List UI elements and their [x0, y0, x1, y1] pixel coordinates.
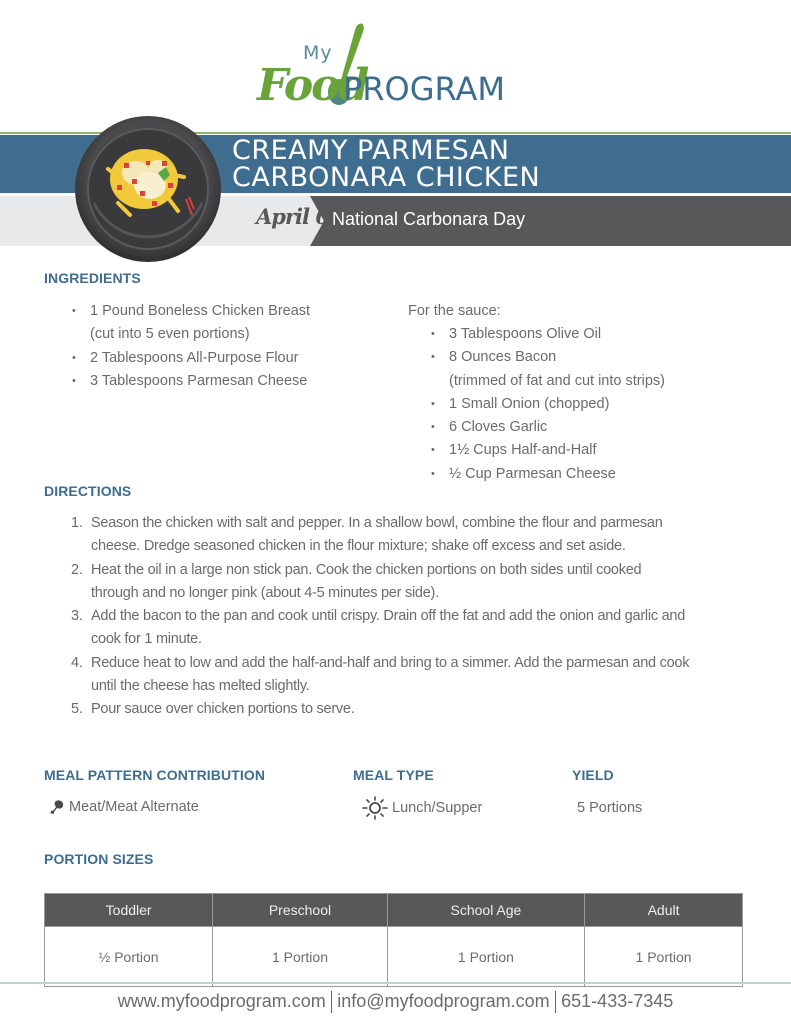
- ingredient-text: ½ Cup Parmesan Cheese: [449, 465, 616, 482]
- footer-contact: [0, 991, 791, 1013]
- portion-preschool: 1 Portion: [213, 927, 387, 987]
- step-number: 1.: [71, 515, 83, 531]
- footer-separator: [555, 991, 557, 1013]
- column-header-toddler: Toddler: [45, 894, 213, 927]
- step-number: 4.: [71, 654, 83, 671]
- step-text: Heat the oil in a large non stick pan. Cook the chicken portions on both sides until cooked: [91, 561, 642, 578]
- portion-sizes-heading: PORTION SIZES: [44, 851, 154, 867]
- step-text: until the cheese has melted slightly.: [91, 678, 310, 695]
- direction-step: [71, 605, 761, 652]
- ingredients-sauce-list: [431, 323, 771, 486]
- directions-heading: DIRECTIONS: [44, 483, 132, 499]
- meal-type-value-row: [361, 796, 482, 820]
- meal-type-heading: MEAL TYPE: [353, 767, 434, 783]
- logo-my: My: [303, 42, 333, 64]
- drumstick-icon: [50, 799, 66, 815]
- ingredient-item: [431, 346, 771, 393]
- ingredient-item: [72, 370, 392, 393]
- meal-pattern-heading: MEAL PATTERN CONTRIBUTION: [44, 767, 266, 783]
- directions-list: [71, 512, 761, 722]
- website-link[interactable]: www.myfoodprogram.com: [117, 991, 326, 1011]
- ingredient-item: [431, 439, 771, 462]
- ingredient-text: 6 Cloves Garlic: [449, 419, 548, 436]
- ingredient-note: (cut into 5 even portions): [90, 326, 250, 343]
- ingredient-text: 2 Tablespoons All-Purpose Flour: [90, 349, 299, 366]
- direction-step: [71, 698, 761, 721]
- meal-pattern-value: Meat/Meat Alternate: [69, 799, 199, 815]
- yield-value: 5 Portions: [577, 800, 643, 816]
- step-number: 3.: [71, 608, 83, 625]
- logo-food: Food: [257, 60, 368, 111]
- column-header-adult: Adult: [585, 894, 743, 927]
- holiday-name: National Carbonara Day: [332, 209, 526, 229]
- ingredient-item: [431, 323, 771, 346]
- ingredient-item: [72, 300, 392, 347]
- logo-program: PROGRAM: [343, 70, 505, 108]
- brand-logo: [255, 22, 545, 112]
- dish-plate-illustration: [74, 115, 222, 263]
- sauce-label: For the sauce:: [408, 303, 501, 319]
- direction-step: [71, 512, 761, 559]
- ingredient-text: 8 Ounces Bacon: [449, 349, 557, 366]
- step-text: Add the bacon to the pan and cook until crispy. Drain off the fat and add the onion and garlic and: [91, 608, 686, 625]
- ingredient-text: 1½ Cups Half-and-Half: [449, 442, 597, 459]
- column-header-preschool: Preschool: [213, 894, 387, 927]
- sun-icon: [361, 796, 389, 820]
- recipe-title-line-2: CARBONARA CHICKEN: [232, 162, 541, 193]
- ingredient-text: 1 Pound Boneless Chicken Breast: [90, 303, 311, 319]
- meal-pattern-value-row: [50, 799, 199, 815]
- step-text: Season the chicken with salt and pepper. In a shallow bowl, combine the flour and parmesan: [91, 515, 663, 531]
- step-text: cook for 1 minute.: [91, 631, 202, 648]
- ingredient-text: 3 Tablespoons Parmesan Cheese: [90, 372, 308, 389]
- direction-step: [71, 652, 761, 699]
- ingredients-main-list: [72, 300, 392, 393]
- email-link[interactable]: info@myfoodprogram.com: [337, 991, 550, 1011]
- portion-school-age: 1 Portion: [387, 927, 584, 987]
- portion-adult: 1 Portion: [585, 927, 743, 987]
- ingredient-item: [431, 416, 771, 439]
- table-header-row: [45, 894, 743, 927]
- portion-sizes-table: [44, 893, 743, 987]
- ingredient-text: 1 Small Onion (chopped): [449, 395, 610, 412]
- ingredient-text: 3 Tablespoons Olive Oil: [449, 326, 602, 342]
- ingredients-heading: INGREDIENTS: [44, 270, 141, 286]
- step-number: 5.: [71, 701, 83, 718]
- footer-divider: [0, 982, 791, 984]
- yield-heading: YIELD: [572, 767, 614, 783]
- step-text: through and no longer pink (about 4-5 minutes per side).: [91, 584, 439, 601]
- ingredient-item: [431, 463, 771, 486]
- recipe-title: [232, 137, 632, 191]
- footer-separator: [331, 991, 333, 1013]
- phone-number[interactable]: 651-433-7345: [561, 991, 674, 1011]
- table-row: [45, 927, 743, 987]
- meal-type-value: Lunch/Supper: [392, 799, 483, 816]
- ingredient-item: [431, 393, 771, 416]
- ingredient-note: (trimmed of fat and cut into strips): [449, 372, 665, 389]
- step-number: 2.: [71, 561, 83, 578]
- direction-step: [71, 559, 761, 606]
- ingredient-item: [72, 347, 392, 370]
- step-text: Pour sauce over chicken portions to serve.: [91, 701, 355, 718]
- holiday-date: April 6: [256, 204, 329, 229]
- recipe-title-line-1: CREAMY PARMESAN: [232, 135, 510, 166]
- portion-toddler: ½ Portion: [45, 927, 213, 987]
- column-header-school-age: School Age: [387, 894, 584, 927]
- step-text: cheese. Dredge seasoned chicken in the flour mixture; shake off excess and set aside.: [91, 538, 626, 555]
- step-text: Reduce heat to low and add the half-and-half and bring to a simmer. Add the parmesan and cook: [91, 654, 690, 671]
